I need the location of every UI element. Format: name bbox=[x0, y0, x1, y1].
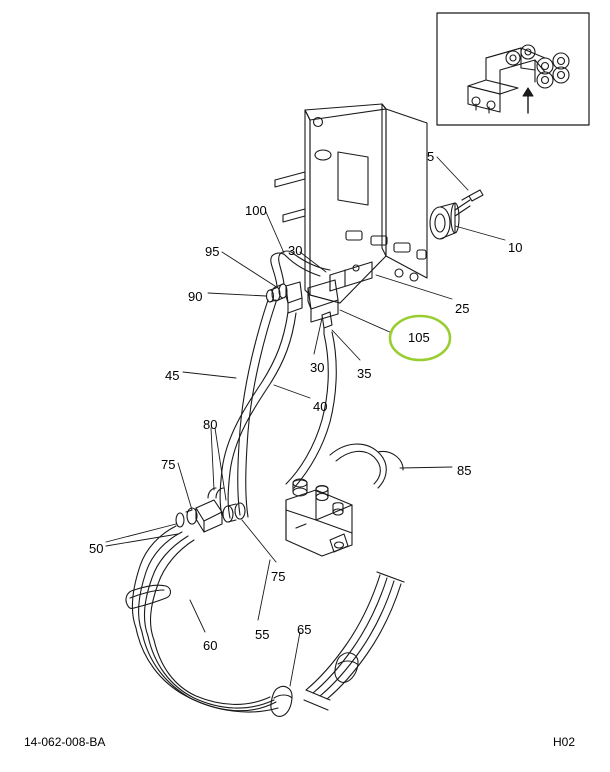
callout-75-lower: 75 bbox=[271, 569, 286, 584]
frame-rail bbox=[275, 104, 427, 303]
callout-90: 90 bbox=[188, 289, 203, 304]
lower-hose-bundle bbox=[126, 526, 292, 716]
callout-55: 55 bbox=[255, 627, 270, 642]
callout-75-upper: 75 bbox=[161, 457, 176, 472]
callout-100: 100 bbox=[245, 203, 267, 218]
hose-85 bbox=[330, 444, 403, 488]
callout-60: 60 bbox=[203, 638, 218, 653]
valve-manifold-assembly bbox=[267, 251, 373, 334]
drawing-number: 14-062-008-BA bbox=[24, 735, 106, 749]
sheet-code: H02 bbox=[553, 735, 576, 749]
callout-40: 40 bbox=[313, 399, 328, 414]
callout-35: 35 bbox=[357, 366, 372, 381]
callout-65: 65 bbox=[297, 622, 312, 637]
callout-5: 5 bbox=[427, 149, 435, 164]
callout-30-upper: 30 bbox=[288, 243, 303, 258]
callout-30-lower: 30 bbox=[310, 360, 325, 375]
callout-80: 80 bbox=[203, 417, 218, 432]
callout-25: 25 bbox=[455, 301, 470, 316]
distribution-block bbox=[176, 488, 245, 532]
callout-10: 10 bbox=[508, 240, 523, 255]
master-cylinder bbox=[286, 479, 352, 556]
callout-105: 105 bbox=[408, 330, 430, 345]
inset-frame bbox=[437, 13, 589, 125]
right-hose-bundle bbox=[304, 572, 404, 710]
callout-95: 95 bbox=[205, 244, 220, 259]
callout-50: 50 bbox=[89, 541, 104, 556]
callout-45: 45 bbox=[165, 368, 180, 383]
callout-85: 85 bbox=[457, 463, 472, 478]
